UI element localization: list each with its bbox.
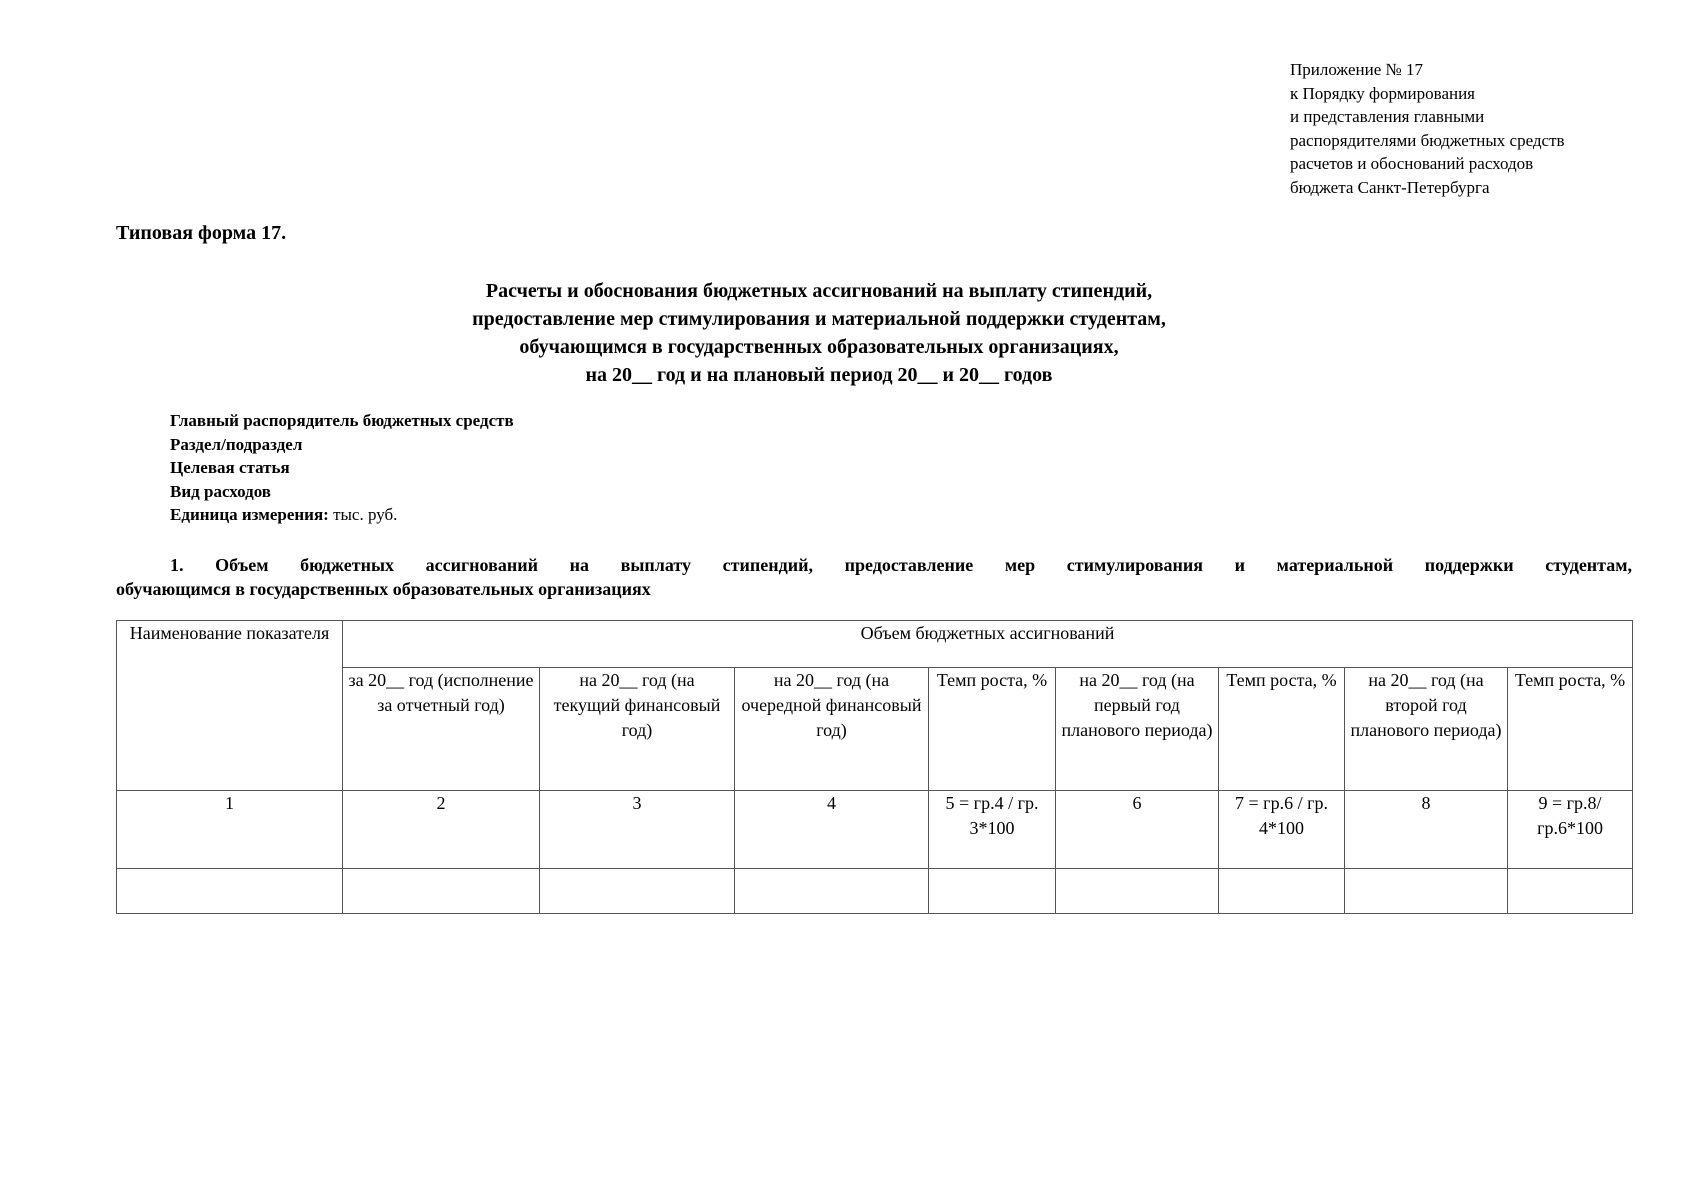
document-title: [116, 277, 1522, 389]
appendix-line: распорядителями бюджетных средств: [1290, 130, 1565, 150]
column-number: 5 = гр.4 / гр. 3*100: [929, 791, 1056, 869]
column-header: Темп роста, %: [1508, 668, 1633, 791]
title-line: обучающимся в государственных образовательных организациях,: [519, 336, 1119, 358]
unit-row: [170, 503, 514, 527]
column-number: 9 = гр.8/ гр.6*100: [1508, 791, 1633, 869]
table-cell: [735, 869, 929, 914]
column-header: за 20__ год (исполнение за отчетный год): [343, 668, 540, 791]
appendix-line: к Порядку формирования: [1290, 83, 1475, 103]
table-cell: [1056, 869, 1219, 914]
table-subheader-row: [117, 668, 1633, 791]
main-manager-label: Главный распорядитель бюджетных средств: [170, 411, 514, 430]
column-number: 3: [540, 791, 735, 869]
table-header-row: [117, 621, 1633, 668]
budget-table: [116, 620, 1633, 914]
appendix-line: Приложение № 17: [1290, 60, 1423, 79]
appendix-line: бюджета Санкт-Петербурга: [1290, 177, 1490, 197]
table-cell: [343, 869, 540, 914]
unit-value: тыс. руб.: [328, 505, 398, 524]
table-cell: [540, 869, 735, 914]
form-label: Типовая форма 17.: [116, 222, 287, 244]
appendix-line: расчетов и обоснований расходов: [1290, 154, 1534, 173]
table-cell: [1219, 869, 1345, 914]
column-number: 6: [1056, 791, 1219, 869]
table-data-row: [117, 869, 1633, 914]
column-number: 2: [343, 791, 540, 869]
volume-header: Объем бюджетных ассигнований: [343, 621, 1633, 668]
meta-block: [170, 409, 514, 527]
table-cell: [929, 869, 1056, 914]
target-article-label: Целевая статья: [170, 458, 290, 477]
column-header: на 20__ год (на второй год планового периода): [1345, 668, 1508, 791]
table-cell: [117, 869, 343, 914]
column-number: 7 = гр.6 / гр. 4*100: [1219, 791, 1345, 869]
unit-label: Единица измерения:: [170, 505, 329, 524]
appendix-block: [1290, 58, 1565, 199]
title-line: Расчеты и обоснования бюджетных ассигнований на выплату стипендий,: [485, 280, 1153, 302]
section-label: Раздел/подраздел: [170, 434, 303, 454]
section-heading-line: 1. Объем бюджетных ассигнований на выплату стипендий, предоставление мер стимулирования и материальной поддержки студентам,: [170, 555, 1632, 575]
title-line: предоставление мер стимулирования и материальной поддержки студентам,: [472, 308, 1166, 330]
section-heading: [116, 553, 1632, 601]
column-header: на 20__ год (на очередной финансовый год): [735, 668, 929, 791]
indicator-header: Наименование показателя: [117, 621, 343, 791]
title-line: на 20__ год и на плановый период 20__ и 20__ годов: [585, 364, 1053, 386]
column-header: Темп роста, %: [929, 668, 1056, 791]
column-header: на 20__ год (на первый год планового периода): [1056, 668, 1219, 791]
column-header: Темп роста, %: [1219, 668, 1345, 791]
expense-type-label: Вид расходов: [170, 481, 271, 501]
column-header: на 20__ год (на текущий финансовый год): [540, 668, 735, 791]
section-heading-line: обучающимся в государственных образовательных организациях: [116, 579, 651, 599]
column-number: 4: [735, 791, 929, 869]
column-number: 1: [117, 791, 343, 869]
column-number: 8: [1345, 791, 1508, 869]
table-cell: [1508, 869, 1633, 914]
column-number-row: [117, 791, 1633, 869]
table-cell: [1345, 869, 1508, 914]
appendix-line: и представления главными: [1290, 107, 1485, 126]
